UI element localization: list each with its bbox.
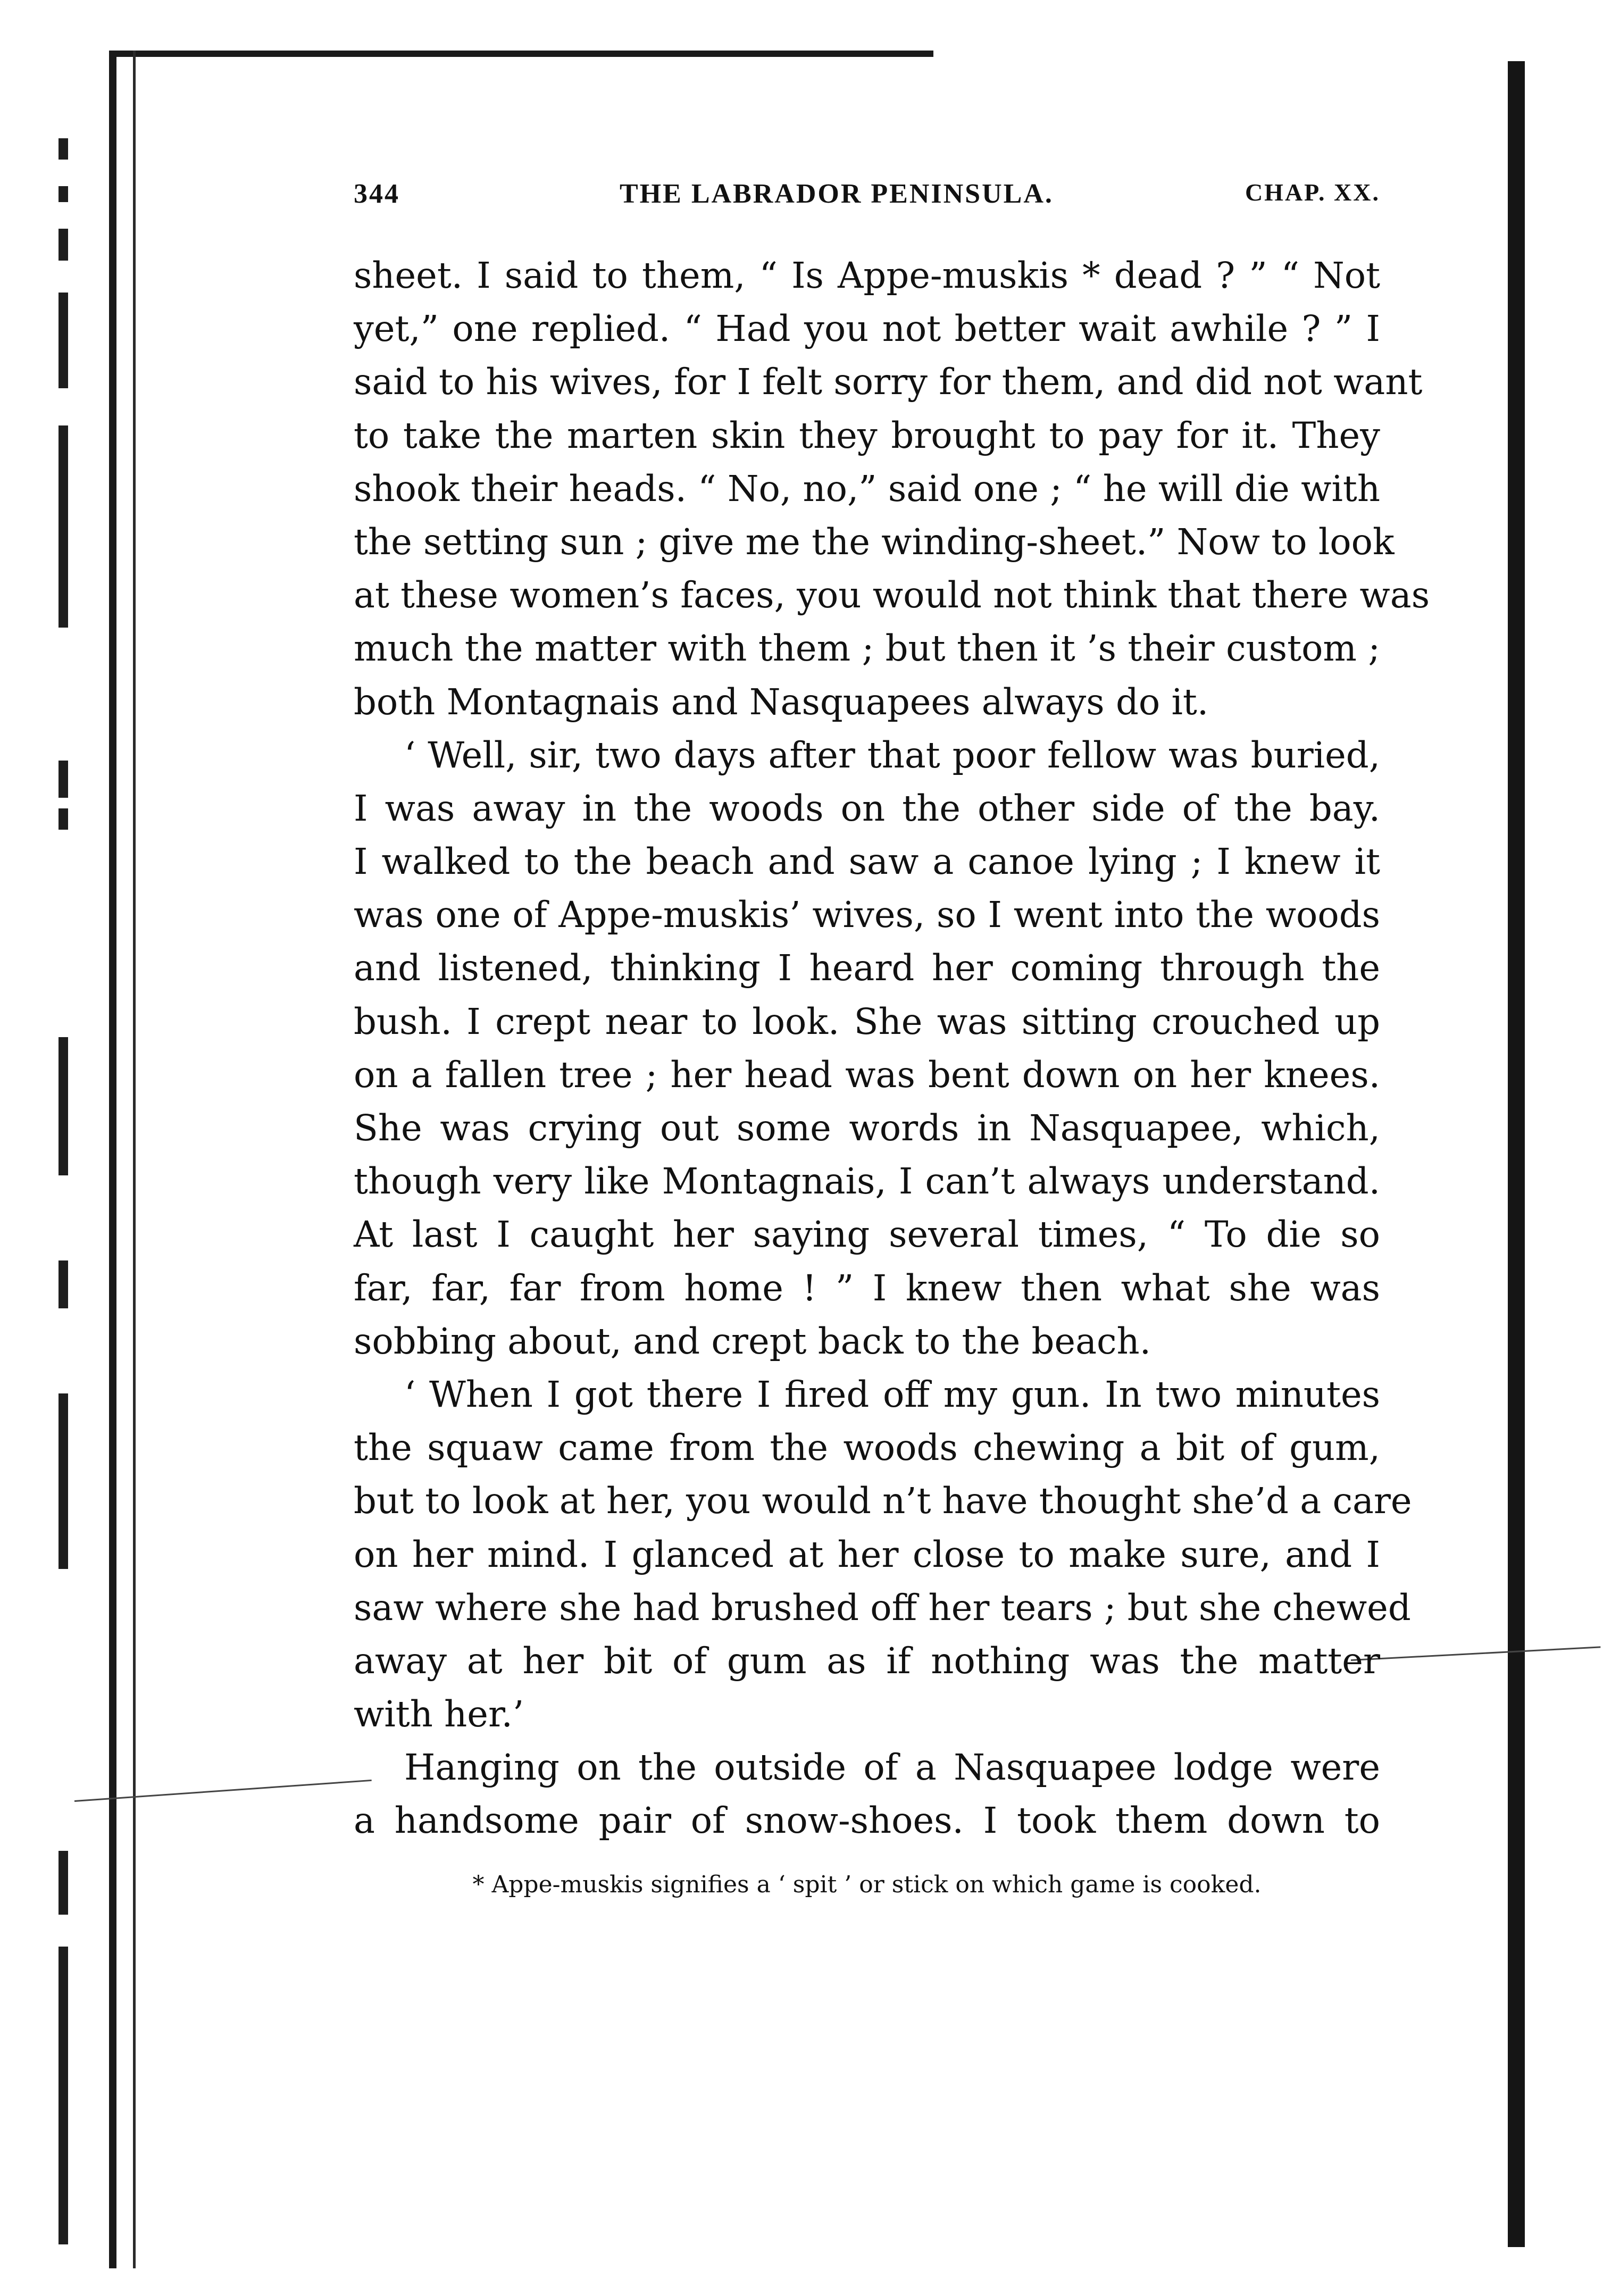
text-line: said to his wives, for I felt sorry for them, and did not want [354, 361, 1423, 403]
scan-scratch-line [74, 1780, 372, 1802]
running-title: THE LABRADOR PENINSULA. [620, 179, 1054, 209]
text-line: ‘ Well, sir, two days after that poor fellow was buried, [404, 734, 1380, 776]
text-line: at these women’s faces, you would not think that there was [354, 574, 1430, 616]
body-text [354, 249, 1430, 1848]
text-line: on a fallen tree ; her head was bent down on her knees. [354, 1054, 1380, 1096]
text-line: was one of Appe-muskis’ wives, so I went into the woods [354, 894, 1380, 936]
right-border-rule [1508, 61, 1525, 2247]
text-line: but to look at her, you would n’t have thought she’d a care [354, 1480, 1412, 1522]
text-line: bush. I crept near to look. She was sitting crouched up [354, 1000, 1380, 1042]
text-line: though very like Montagnais, I can’t always understand. [354, 1160, 1380, 1203]
footnote: * Appe-muskis signifies a ‘ spit ’ or stick on which game is cooked. [472, 1871, 1262, 1898]
scan-scratch-line [1351, 1646, 1601, 1661]
left-inner-rule [133, 51, 136, 2268]
text-line: to take the marten skin they brought to pay for it. They [354, 414, 1380, 456]
text-line: ‘ When I got there I fired off my gun. In two minutes [404, 1373, 1380, 1415]
text-line: far, far, far from home ! ” I knew then what she was [354, 1267, 1380, 1309]
text-line: yet,” one replied. “ Had you not better wait awhile ? ” I [354, 308, 1380, 350]
text-line: She was crying out some words in Nasquapee, which, [354, 1107, 1380, 1149]
top-border-rule [109, 51, 933, 57]
text-line: I walked to the beach and saw a canoe lying ; I knew it [354, 841, 1380, 883]
text-line: on her mind. I glanced at her close to make sure, and I [354, 1533, 1380, 1575]
text-line: the squaw came from the woods chewing a bit of gum, [354, 1427, 1380, 1469]
text-line: much the matter with them ; but then it ’s their custom ; [354, 628, 1380, 670]
text-line: the setting sun ; give me the winding-sheet.” Now to look [354, 521, 1395, 563]
running-head [354, 178, 1380, 215]
chapter-label: CHAP. XX. [1245, 179, 1380, 206]
text-line: At last I caught her saying several times, “ To die so [354, 1214, 1380, 1256]
text-line: both Montagnais and Nasquapees always do it. [354, 681, 1209, 723]
text-line: and listened, thinking I heard her coming through the [354, 947, 1380, 989]
left-border-rule [109, 51, 116, 2268]
text-line: saw where she had brushed off her tears ; but she chewed [354, 1587, 1411, 1629]
binding-edge-speckle [59, 53, 96, 2260]
text-line: shook their heads. “ No, no,” said one ; “ he will die with [354, 467, 1380, 510]
text-line: sobbing about, and crept back to the beach. [354, 1320, 1151, 1362]
text-line: away at her bit of gum as if nothing was the matter [354, 1640, 1380, 1682]
page-number: 344 [354, 179, 400, 209]
text-line: with her.’ [354, 1693, 524, 1735]
text-line: I was away in the woods on the other side of the bay. [354, 787, 1380, 829]
text-line: sheet. I said to them, “ Is Appe-muskis * dead ? ” “ Not [354, 255, 1380, 296]
text-line: Hanging on the outside of a Nasquapee lodge were [404, 1747, 1380, 1789]
text-line: a handsome pair of snow-shoes. I took them down to [354, 1800, 1380, 1842]
